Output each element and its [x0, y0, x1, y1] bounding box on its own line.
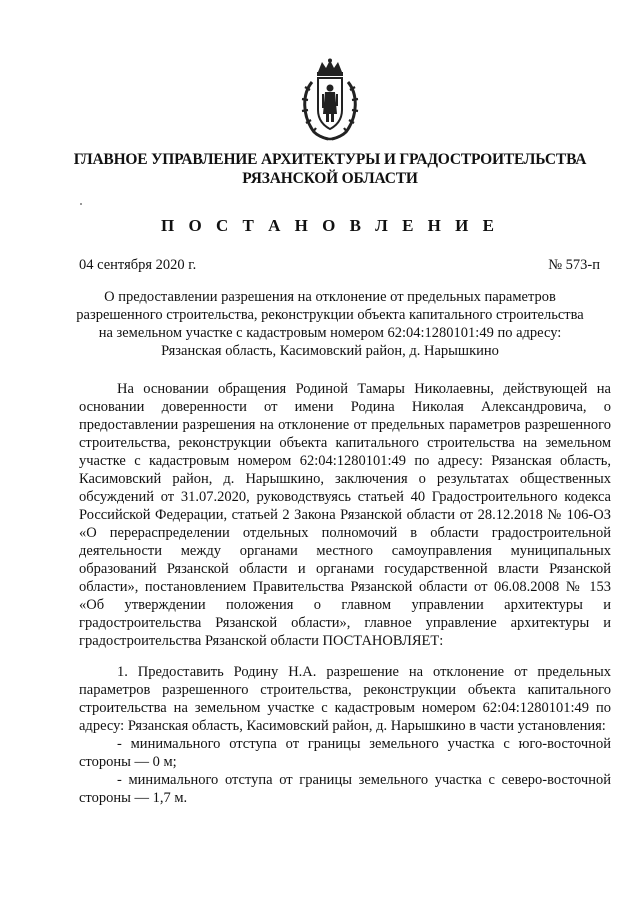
document-subject — [70, 288, 590, 360]
authority-line-2: РЯЗАНСКОЙ ОБЛАСТИ — [242, 170, 418, 187]
document-number: № 573-п — [548, 257, 600, 273]
resolution-item-1: 1. Предоставить Родину Н.А. разрешение на отклонение от предельных параметров разрешенного строительства, реконструкции объекта капитального строительства на земельном участке с кадастровым номером 62:04:1280101:49 по адресу: Рязанская область, Касимовский район, д. Нарышкино в части установления: — [79, 664, 611, 734]
resolution-bullet: - минимального отступа от границы земельного участка с юго-восточной стороны — 0 м; — [79, 736, 611, 770]
basis-section — [79, 380, 611, 650]
authority-line-1: ГЛАВНОЕ УПРАВЛЕНИЕ АРХИТЕКТУРЫ И ГРАДОСТРОИТЕЛЬСТВА — [73, 151, 587, 168]
resolution-bullet: - минимального отступа от границы земельного участка с северо-восточной стороны — 1,7 м. — [79, 772, 611, 806]
subject-line: на земельном участке с кадастровым номером 62:04:1280101:49 по адресу: — [98, 325, 562, 341]
subject-line: разрешенного строительства, реконструкции объекта капитального строительства — [76, 307, 584, 323]
subject-line: О предоставлении разрешения на отклонение от предельных параметров — [104, 289, 556, 305]
subject-line: Рязанская область, Касимовский район, д. Нарышкино — [161, 343, 499, 359]
document-date: 04 сентября 2020 г. — [79, 257, 197, 273]
basis-paragraph: На основании обращения Родиной Тамары Николаевны, действующей на основании доверенности от имени Родина Николая Александровича, о предоставлении разрешения на отклонение от предельных параметров разрешенного строительства, реконструкции объекта капитального строительства на земельном участке с кадастровым номером 62:04:1280101:49 по адресу: Рязанская область, Касимовский район, д. Нарышкино, заключения о результатах общественных обсуждений от 31.07.2020, руководствуясь статьей 40 Градостроительного кодекса Российской Федерации, статьей 2 Закона Рязанской области от 28.12.2018 № 106-ОЗ «О перераспределении отдельных полномочий в области градостроительной деятельности между органами местного самоуправления муниципальных образований Рязанской области и органами государственной власти Рязанской области», постановлением Правительства Рязанской области от 06.08.2008 № 153 «Об утверждении положения о главном управлении архитектуры и градостроительства Рязанской области», главное управление архитектуры и градостроительства Рязанской области ПОСТАНОВЛЯЕТ: — [79, 381, 611, 649]
issuing-authority — [60, 150, 600, 188]
scan-speck — [80, 203, 82, 205]
document-type: П О С Т А Н О В Л Е Н И Е — [161, 216, 499, 235]
resolution-items — [79, 663, 611, 807]
coat-of-arms-icon — [298, 58, 362, 144]
